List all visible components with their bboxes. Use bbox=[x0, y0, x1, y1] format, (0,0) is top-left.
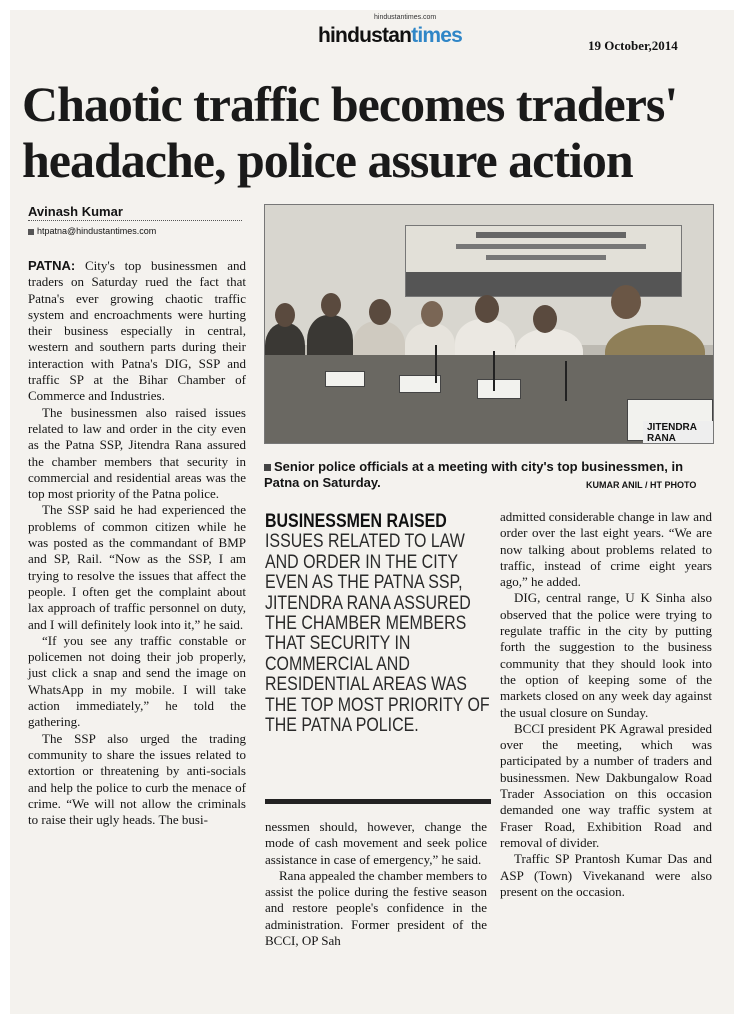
meeting-photo bbox=[264, 204, 714, 444]
attendee-head bbox=[275, 303, 295, 327]
pull-quote bbox=[265, 512, 491, 804]
banner-line bbox=[476, 232, 626, 238]
banner-line bbox=[486, 255, 606, 260]
article-paragraph: “If you see any traffic constable or policemen not doing their job properly, just click a snap and send the image on WhatsApp in my mobile. I will take action immediately,” he told the gathering. bbox=[28, 632, 246, 730]
article-paragraph: Traffic SP Prantosh Kumar Das and ASP (Town) Vivekanand were also present on the occasion. bbox=[500, 851, 712, 899]
attendee-head bbox=[611, 285, 641, 319]
masthead-name-a: hindustan bbox=[318, 24, 412, 47]
attendee-head bbox=[533, 305, 557, 333]
pull-quote-rule bbox=[265, 799, 491, 804]
attendee-head bbox=[421, 301, 443, 327]
article-paragraph bbox=[28, 258, 246, 405]
article-paragraph: admitted considerable change in law and order over the last eight years. “We are now talking about problems related to traffic, instead of crime eight years ago,” he added. bbox=[500, 509, 712, 590]
attendee-head bbox=[321, 293, 341, 317]
microphone bbox=[493, 351, 495, 391]
article-column-3 bbox=[500, 509, 712, 900]
attendee-head bbox=[369, 299, 391, 325]
bullet-icon bbox=[264, 464, 271, 471]
name-card bbox=[477, 379, 521, 399]
article-paragraph: The SSP also urged the trading community to share the issues related to extortion or threatening by anti-socials and help the police to curb the menace of crime. “We will not allow the criminals to raise their ugly heads. The busi- bbox=[28, 730, 246, 828]
pull-quote-rest: ISSUES RELATED TO LAW AND ORDER IN THE CITY EVEN AS THE PATNA SSP, JITENDRA RANA ASSURED THE CHAMBER MEMBERS THAT SECURITY IN COMMERCIAL AND RESIDENTIAL AREAS WAS THE TOP MOST PRIORITY OF THE PATNA POLICE. bbox=[265, 531, 490, 737]
article-paragraph: BCCI president PK Agrawal presided over the meeting, which was participated by a number of traders and businessmen. New Dakbungalow Road Trader Association on this occasion demanded one way traffic system at Fraser Road, Exhibition Road and removal of divider. bbox=[500, 720, 712, 850]
banner-line bbox=[456, 244, 646, 249]
photo-banner bbox=[405, 225, 682, 297]
byline-divider bbox=[28, 220, 242, 221]
pull-quote-lead: BUSINESSMEN RAISED bbox=[265, 511, 447, 532]
masthead-name-b: times bbox=[411, 24, 462, 47]
masthead-site: hindustantimes.com bbox=[374, 14, 437, 21]
microphone bbox=[435, 345, 437, 383]
article-paragraph: Rana appealed the chamber members to assist the police during the festive season and restore people's confidence in the administration. Former president of the BCCI, OP Sah bbox=[265, 867, 487, 949]
banner-strip bbox=[406, 272, 681, 296]
attendee-head bbox=[475, 295, 499, 323]
publication-date: 19 October,2014 bbox=[588, 38, 678, 53]
article-paragraph: DIG, central range, U K Sinha also observed that the police were trying to regulate traffic in the city by putting forth the suggestion to the business community that they should look into the option of keeping some of the markets closed on any week day against the usual closure on Sunday. bbox=[500, 590, 712, 720]
byline-email bbox=[28, 226, 156, 236]
article-paragraph: The SSP said he had experienced the problems of common citizen while he was posted as the commandant of BMP and SP, Rail. “Now as the SSP, I am trying to resolve the issues that affect the people. I often get the complaint about lax approach of traffic personnel on duty, and I will definitely look into it,” he said. bbox=[28, 502, 246, 632]
masthead-logo bbox=[318, 12, 462, 47]
article-paragraph: nessmen should, however, change the mode of cash movement and seek police assistance in case of emergency,” he said. bbox=[265, 819, 487, 867]
byline-email-text: htpatna@hindustantimes.com bbox=[37, 226, 157, 236]
byline-author: Avinash Kumar bbox=[28, 204, 123, 219]
paragraph-text: City's top businessmen and traders on Saturday rued the fact that Patna's ever growing chaotic traffic system and encroachments were hurting their business especially in central, western and southern parts during their interaction with Patna's DIG, SSP and traffic SP at the Bihar Chamber of Commerce and Industries. bbox=[28, 258, 246, 404]
caption-text: Senior police officials at a meeting with city's top businessmen, in Patna on Saturday. bbox=[264, 459, 684, 490]
article-paragraph: The businessmen also raised issues related to law and order in the city even as the Patna SSP, Jitendra Rana assured the chamber members that security in commercial and residential areas was the top most priority of the Patna police. bbox=[28, 404, 246, 502]
pull-quote-text bbox=[265, 512, 490, 736]
bullet-icon bbox=[28, 229, 34, 235]
name-card bbox=[325, 371, 365, 387]
article-column-1 bbox=[28, 258, 246, 828]
masthead-name bbox=[318, 24, 462, 48]
article-column-2 bbox=[265, 819, 487, 949]
photo-nameplate: JITENDRA RANA bbox=[643, 421, 713, 444]
dateline: PATNA: bbox=[28, 258, 76, 273]
photo-credit: KUMAR ANIL / HT PHOTO bbox=[586, 480, 697, 490]
microphone bbox=[565, 361, 567, 401]
headline: Chaotic traffic becomes traders' headache, police assure action bbox=[22, 76, 678, 188]
